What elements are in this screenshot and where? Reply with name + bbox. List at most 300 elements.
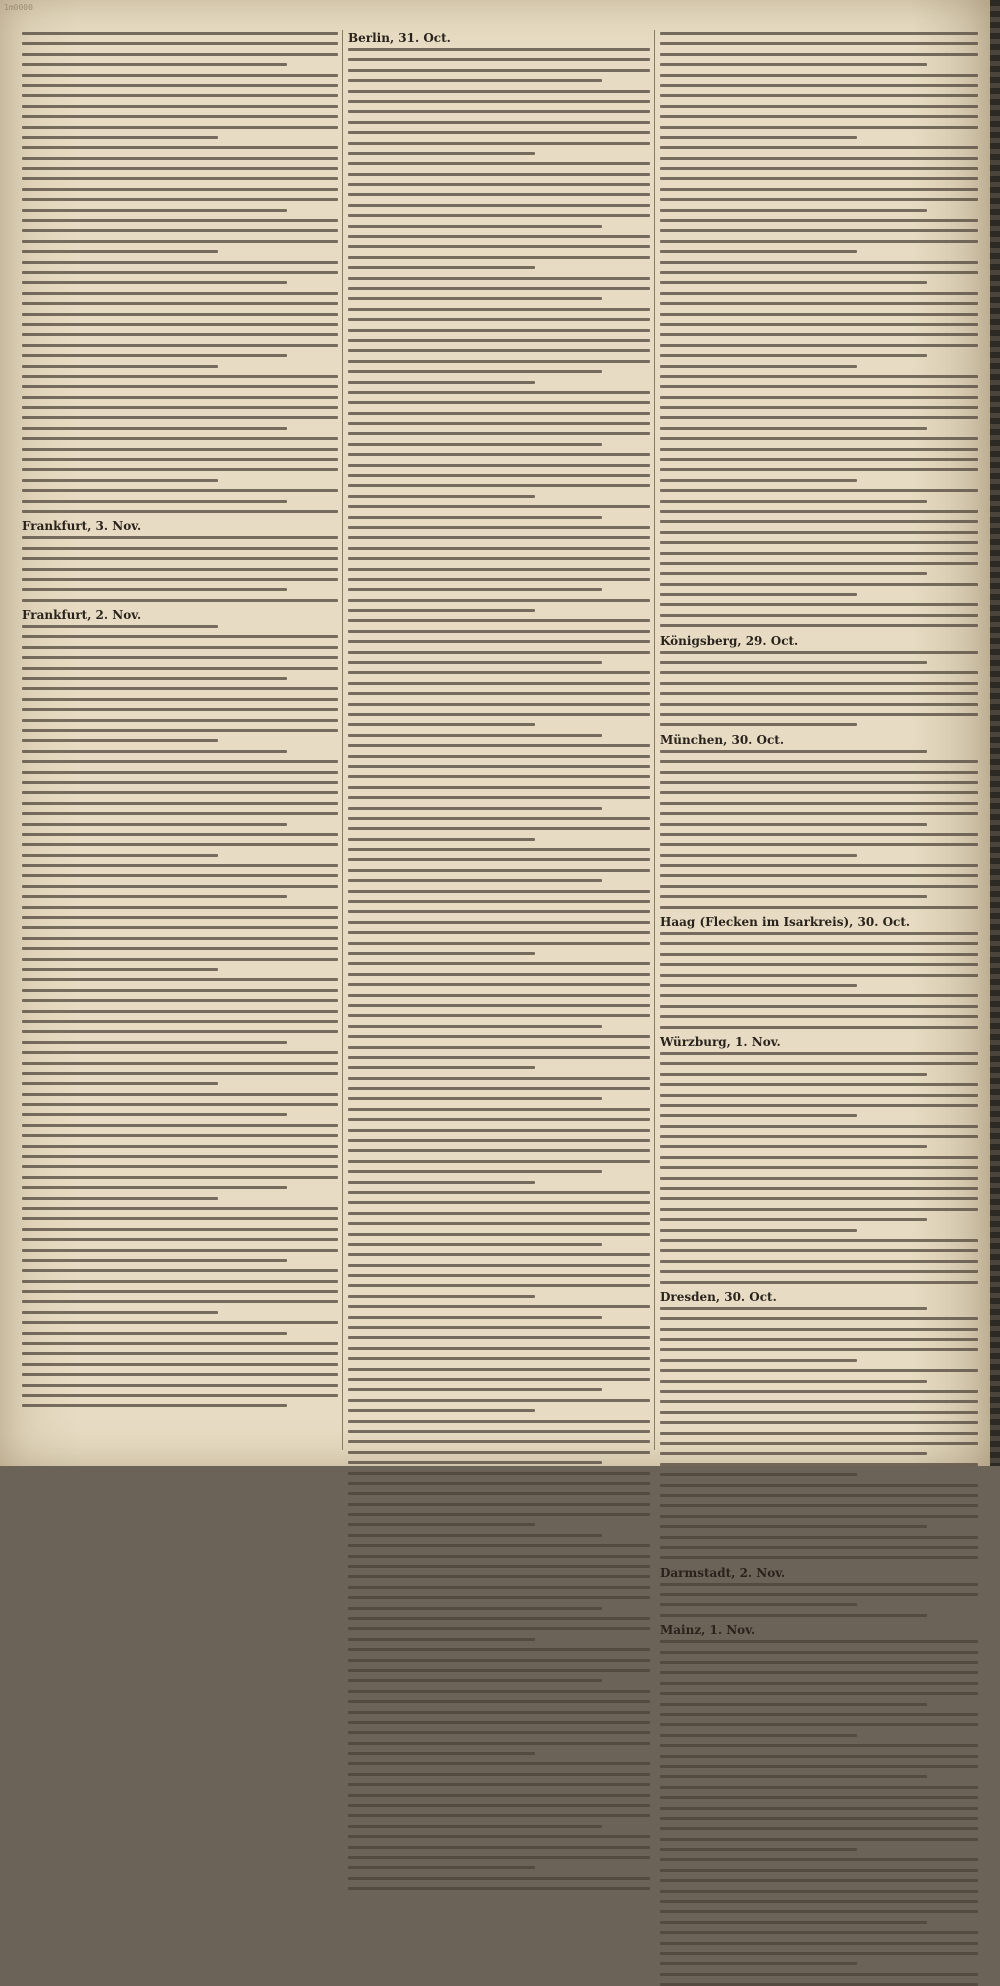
text-line	[22, 1249, 338, 1252]
dateline-darmstadt: Darmstadt, 2. Nov.	[660, 1565, 786, 1580]
dateline-haag: Haag (Flecken im Isarkreis), 30. Oct.	[660, 915, 911, 930]
text-line	[348, 1492, 650, 1495]
text-line	[660, 354, 927, 357]
dateline-koenigsberg: Königsberg, 29. Oct.	[660, 633, 799, 648]
text-line	[660, 177, 978, 180]
text-line	[22, 791, 338, 794]
text-line	[348, 890, 650, 893]
text-line	[660, 94, 978, 97]
text-line	[348, 1711, 650, 1714]
text-line	[348, 443, 602, 446]
text-line	[660, 1015, 978, 1018]
text-line	[348, 599, 650, 602]
text-line	[660, 791, 978, 794]
text-line	[348, 1544, 650, 1547]
text-line	[348, 162, 650, 165]
text-line	[660, 750, 927, 753]
text-line	[22, 437, 338, 440]
text-line	[348, 110, 650, 113]
text-line	[22, 1352, 338, 1355]
text-line	[660, 1682, 978, 1685]
text-line	[348, 1659, 650, 1662]
text-line	[660, 1249, 978, 1252]
dateline-dresden: Dresden, 30. Oct.	[660, 1289, 777, 1304]
text-line	[348, 1690, 650, 1693]
text-line	[348, 1149, 650, 1152]
text-line	[22, 667, 338, 670]
text-line	[660, 760, 978, 763]
text-line	[22, 219, 338, 222]
text-line	[22, 968, 218, 971]
text-line	[660, 1827, 978, 1830]
text-line	[660, 500, 927, 503]
text-line	[348, 287, 650, 290]
text-line	[22, 1290, 338, 1293]
text-line	[660, 682, 978, 685]
text-line	[348, 962, 650, 965]
text-line	[660, 406, 978, 409]
text-line	[348, 204, 650, 207]
text-line	[348, 1731, 650, 1734]
text-line	[348, 1388, 602, 1391]
text-line	[660, 703, 978, 706]
text-line	[660, 229, 978, 232]
text-line	[22, 1363, 338, 1366]
text-line	[348, 432, 650, 435]
text-line	[660, 953, 978, 956]
text-line	[348, 1347, 650, 1350]
text-line	[660, 1879, 978, 1882]
text-line	[660, 1786, 978, 1789]
text-line	[22, 396, 338, 399]
text-line	[660, 1281, 978, 1284]
text-line	[22, 261, 338, 264]
text-line	[660, 823, 927, 826]
text-line	[660, 333, 978, 336]
text-line	[348, 1295, 535, 1298]
text-line	[348, 1575, 650, 1578]
text-line	[22, 427, 287, 430]
text-line	[348, 422, 650, 425]
text-line	[348, 755, 650, 758]
text-line	[660, 1432, 978, 1435]
text-line	[660, 1838, 978, 1841]
text-line	[22, 1373, 338, 1376]
column-2-text	[348, 32, 650, 1890]
text-line	[348, 381, 535, 384]
text-line	[660, 1239, 978, 1242]
text-line	[348, 1773, 650, 1776]
text-line	[660, 1900, 978, 1903]
text-line	[348, 1409, 535, 1412]
text-line	[660, 188, 978, 191]
text-line	[348, 1617, 650, 1620]
text-line	[660, 489, 978, 492]
text-line	[348, 1368, 650, 1371]
text-line	[22, 906, 338, 909]
text-line	[660, 1765, 978, 1768]
text-line	[22, 105, 338, 108]
text-line	[660, 1328, 978, 1331]
text-line	[348, 1752, 535, 1755]
text-line	[22, 656, 338, 659]
text-line	[348, 173, 650, 176]
text-line	[660, 1260, 978, 1263]
text-line	[22, 53, 338, 56]
text-line	[22, 198, 338, 201]
dateline-mainz: Mainz, 1. Nov.	[660, 1623, 756, 1638]
text-line	[660, 1218, 927, 1221]
text-line	[660, 1442, 978, 1445]
text-line	[348, 703, 650, 706]
text-line	[348, 640, 650, 643]
text-line	[348, 1742, 650, 1745]
text-line	[22, 292, 338, 295]
text-line	[660, 583, 978, 586]
text-line	[22, 547, 338, 550]
text-line	[660, 1661, 978, 1664]
text-line	[22, 536, 338, 539]
text-line	[660, 1671, 978, 1674]
text-line	[348, 1627, 650, 1630]
text-line	[348, 682, 650, 685]
text-line	[660, 1525, 927, 1528]
text-line	[348, 557, 650, 560]
text-line	[660, 479, 857, 482]
text-line	[660, 1348, 978, 1351]
text-line	[660, 1848, 857, 1851]
text-line	[22, 1321, 338, 1324]
text-line	[348, 619, 650, 622]
text-line	[660, 468, 978, 471]
text-line	[22, 578, 338, 581]
text-line	[22, 385, 338, 388]
text-line	[348, 266, 535, 269]
text-line	[660, 1411, 978, 1414]
text-line	[660, 1962, 857, 1965]
text-line	[660, 906, 978, 909]
text-line	[348, 505, 650, 508]
text-line	[348, 308, 650, 311]
text-line	[22, 958, 338, 961]
text-line	[348, 661, 602, 664]
text-line	[660, 281, 927, 284]
text-line	[348, 1274, 650, 1277]
text-line	[348, 1025, 602, 1028]
text-line	[22, 802, 338, 805]
text-line	[348, 1866, 535, 1869]
text-line	[348, 671, 650, 674]
text-line	[348, 609, 535, 612]
text-line	[22, 354, 287, 357]
text-line	[348, 495, 535, 498]
scan-label: 1m0000	[4, 3, 33, 12]
text-line	[348, 1596, 650, 1599]
text-line	[348, 1233, 650, 1236]
text-line	[22, 1176, 338, 1179]
text-line	[660, 864, 978, 867]
text-line	[348, 796, 650, 799]
column-rule	[654, 30, 655, 1450]
text-line	[660, 437, 978, 440]
text-line	[660, 1755, 978, 1758]
text-line	[348, 1014, 650, 1017]
text-line	[348, 1097, 602, 1100]
text-line	[660, 1504, 978, 1507]
text-line	[22, 947, 338, 950]
text-line	[348, 1170, 602, 1173]
text-line	[348, 578, 650, 581]
text-line	[348, 1555, 650, 1558]
text-line	[22, 365, 218, 368]
text-line	[660, 1723, 978, 1726]
text-line	[348, 1451, 650, 1454]
page-edge	[990, 0, 1000, 1466]
text-line	[22, 489, 338, 492]
text-line	[660, 1229, 857, 1232]
text-line	[348, 1191, 650, 1194]
text-line	[348, 1814, 650, 1817]
text-line	[348, 1523, 535, 1526]
text-line	[348, 983, 650, 986]
text-line	[348, 1638, 535, 1641]
dateline-frankfurt-1: Frankfurt, 2. Nov.	[22, 608, 142, 623]
text-line	[348, 952, 535, 955]
text-line	[22, 1010, 338, 1013]
text-line	[22, 1269, 338, 1272]
text-line	[660, 292, 978, 295]
text-line	[660, 854, 857, 857]
text-line	[22, 271, 338, 274]
text-line	[22, 687, 338, 690]
text-line	[22, 177, 338, 180]
text-line	[660, 802, 978, 805]
text-line	[348, 131, 650, 134]
text-line	[22, 1217, 338, 1220]
text-line	[348, 1472, 650, 1475]
text-line	[660, 32, 978, 35]
text-line	[22, 568, 338, 571]
text-line	[660, 651, 978, 654]
text-line	[660, 1775, 927, 1778]
text-line	[660, 1494, 978, 1497]
text-line	[22, 479, 218, 482]
text-line	[348, 1503, 650, 1506]
text-line	[348, 1264, 650, 1267]
text-line	[22, 750, 287, 753]
text-line	[348, 1846, 650, 1849]
text-line	[660, 1197, 978, 1200]
text-line	[660, 1114, 857, 1117]
text-line	[348, 568, 650, 571]
text-line	[22, 136, 218, 139]
text-line	[22, 1124, 338, 1127]
text-line	[22, 1155, 338, 1158]
text-line	[660, 1583, 978, 1586]
text-line	[348, 1087, 650, 1090]
text-line	[660, 963, 978, 966]
text-line	[660, 261, 978, 264]
text-line	[22, 588, 287, 591]
text-line	[22, 843, 338, 846]
text-line	[660, 1145, 927, 1148]
text-line	[660, 1400, 978, 1403]
text-line	[660, 1135, 978, 1138]
text-line	[348, 214, 650, 217]
text-line	[22, 719, 338, 722]
text-line	[348, 69, 650, 72]
text-line	[348, 1066, 535, 1069]
text-line	[660, 723, 857, 726]
text-line	[660, 1651, 978, 1654]
text-line	[22, 771, 338, 774]
text-line	[660, 510, 978, 513]
text-line	[348, 225, 602, 228]
text-line	[22, 1072, 338, 1075]
text-line	[660, 1473, 857, 1476]
text-line	[660, 1942, 978, 1945]
text-line	[348, 79, 602, 82]
text-line	[22, 739, 218, 742]
text-line	[22, 1113, 287, 1116]
text-line	[348, 121, 650, 124]
text-line	[660, 1166, 978, 1169]
text-line	[348, 1035, 650, 1038]
text-line	[660, 458, 978, 461]
text-line	[348, 921, 650, 924]
text-line	[660, 843, 978, 846]
text-line	[22, 157, 338, 160]
text-line	[660, 198, 978, 201]
text-line	[22, 698, 338, 701]
text-line	[348, 1420, 650, 1423]
text-line	[660, 1369, 978, 1372]
text-line	[348, 1440, 650, 1443]
text-line	[348, 879, 602, 882]
text-line	[660, 562, 978, 565]
text-line	[660, 1515, 978, 1518]
text-line	[660, 1094, 978, 1097]
text-line	[348, 765, 650, 768]
text-line	[348, 1856, 650, 1859]
text-line	[660, 984, 857, 987]
text-line	[348, 1794, 650, 1797]
text-line	[348, 1253, 650, 1256]
dateline-berlin: Berlin, 31. Oct.	[348, 31, 451, 45]
text-line	[660, 1744, 978, 1747]
text-line	[660, 365, 857, 368]
text-line	[660, 427, 927, 430]
text-line	[348, 1783, 650, 1786]
text-line	[660, 1156, 978, 1159]
text-line	[348, 1430, 650, 1433]
text-line	[348, 516, 602, 519]
dateline-muenchen: München, 30. Oct.	[660, 732, 785, 747]
text-line	[660, 1062, 978, 1065]
text-line	[22, 146, 338, 149]
text-line	[348, 1336, 650, 1339]
text-line	[348, 858, 650, 861]
text-line	[348, 869, 650, 872]
text-line	[348, 723, 535, 726]
dateline-wuerzburg: Würzburg, 1. Nov.	[660, 1034, 781, 1049]
text-line	[22, 557, 338, 560]
text-line	[660, 1463, 978, 1466]
text-line	[22, 229, 338, 232]
text-line	[660, 572, 927, 575]
text-line	[22, 1062, 338, 1065]
text-line	[660, 1546, 978, 1549]
text-line	[348, 1181, 535, 1184]
text-line	[22, 448, 338, 451]
text-line	[22, 812, 338, 815]
text-line	[348, 1887, 650, 1890]
text-line	[660, 1640, 978, 1643]
text-line	[660, 932, 978, 935]
text-line	[348, 1108, 650, 1111]
text-line	[22, 677, 287, 680]
text-line	[660, 624, 978, 627]
text-line	[660, 1858, 978, 1861]
text-line	[22, 635, 338, 638]
text-line	[660, 994, 978, 997]
text-line	[660, 271, 978, 274]
text-line	[348, 734, 602, 737]
text-line	[660, 885, 978, 888]
text-line	[660, 385, 978, 388]
text-line	[22, 1342, 338, 1345]
text-line	[22, 250, 218, 253]
text-line	[22, 646, 338, 649]
text-line	[660, 126, 978, 129]
text-line	[660, 1390, 978, 1393]
text-line	[348, 692, 650, 695]
text-line	[660, 209, 927, 212]
text-line	[348, 1284, 650, 1287]
text-line	[22, 74, 338, 77]
text-line	[22, 1134, 338, 1137]
text-line	[660, 157, 978, 160]
text-line	[348, 1305, 650, 1308]
text-line	[660, 1208, 978, 1211]
text-line	[660, 1380, 927, 1383]
text-line	[22, 978, 338, 981]
text-line	[660, 115, 978, 118]
text-line	[22, 167, 338, 170]
text-line	[348, 1679, 602, 1682]
text-line	[660, 1931, 978, 1934]
text-line	[660, 1869, 978, 1872]
text-line	[660, 713, 978, 716]
text-line	[660, 1703, 927, 1706]
text-line	[348, 910, 650, 913]
text-line	[22, 833, 338, 836]
text-line	[348, 713, 650, 716]
text-line	[348, 349, 650, 352]
text-line	[660, 1484, 978, 1487]
text-line	[660, 1890, 978, 1893]
text-line	[660, 552, 978, 555]
text-line	[660, 833, 978, 836]
text-line	[348, 630, 650, 633]
text-line	[660, 105, 978, 108]
text-line	[660, 520, 978, 523]
text-line	[660, 603, 978, 606]
text-line	[22, 302, 338, 305]
text-line	[348, 1586, 650, 1589]
text-line	[348, 58, 650, 61]
text-line	[22, 599, 338, 602]
